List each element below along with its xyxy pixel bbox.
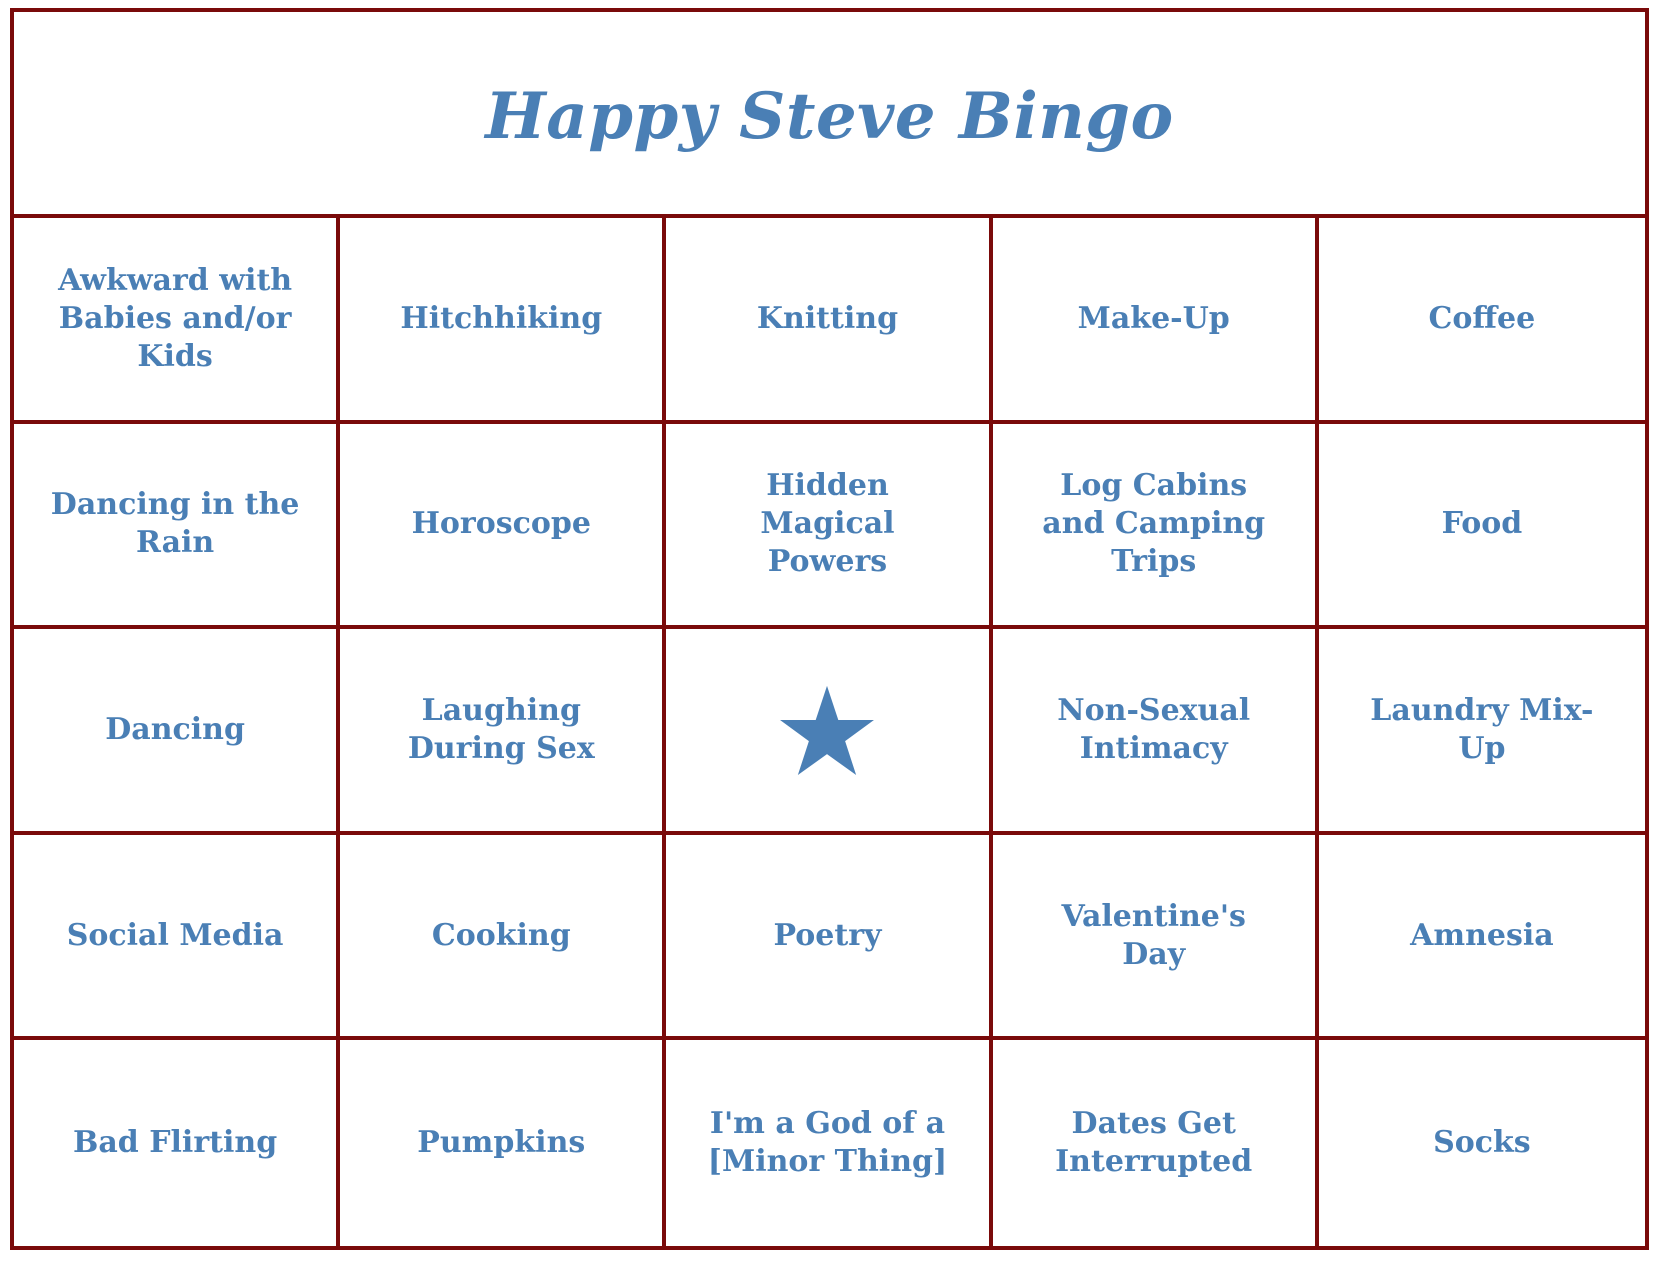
bingo-cell[interactable]: Dates Get Interrupted — [993, 1040, 1319, 1246]
bingo-cell[interactable]: Cooking — [340, 835, 666, 1041]
bingo-cell[interactable]: Hitchhiking — [340, 218, 666, 424]
bingo-cell[interactable]: Pumpkins — [340, 1040, 666, 1246]
bingo-cell[interactable]: Social Media — [14, 835, 340, 1041]
free-space-cell[interactable] — [666, 629, 992, 835]
star-icon — [779, 684, 875, 776]
bingo-grid — [14, 218, 1645, 1246]
page-title: Happy Steve Bingo — [485, 78, 1174, 154]
title-row — [14, 12, 1645, 218]
bingo-cell[interactable]: Knitting — [666, 218, 992, 424]
bingo-cell[interactable]: Log Cabins and Camping Trips — [993, 424, 1319, 630]
bingo-cell[interactable]: Dancing in the Rain — [14, 424, 340, 630]
bingo-cell[interactable]: I'm a God of a [Minor Thing] — [666, 1040, 992, 1246]
bingo-cell[interactable]: Laughing During Sex — [340, 629, 666, 835]
bingo-cell[interactable]: Valentine's Day — [993, 835, 1319, 1041]
bingo-cell[interactable]: Bad Flirting — [14, 1040, 340, 1246]
bingo-cell[interactable]: Dancing — [14, 629, 340, 835]
bingo-cell[interactable]: Food — [1319, 424, 1645, 630]
bingo-cell[interactable]: Non-Sexual Intimacy — [993, 629, 1319, 835]
bingo-cell[interactable]: Make-Up — [993, 218, 1319, 424]
bingo-cell[interactable]: Awkward with Babies and/or Kids — [14, 218, 340, 424]
bingo-cell[interactable]: Laundry Mix-Up — [1319, 629, 1645, 835]
bingo-cell[interactable]: Amnesia — [1319, 835, 1645, 1041]
bingo-board — [10, 8, 1649, 1250]
bingo-cell[interactable]: Hidden Magical Powers — [666, 424, 992, 630]
bingo-cell[interactable]: Coffee — [1319, 218, 1645, 424]
bingo-cell[interactable]: Horoscope — [340, 424, 666, 630]
bingo-cell[interactable]: Poetry — [666, 835, 992, 1041]
bingo-cell[interactable]: Socks — [1433, 1125, 1531, 1161]
